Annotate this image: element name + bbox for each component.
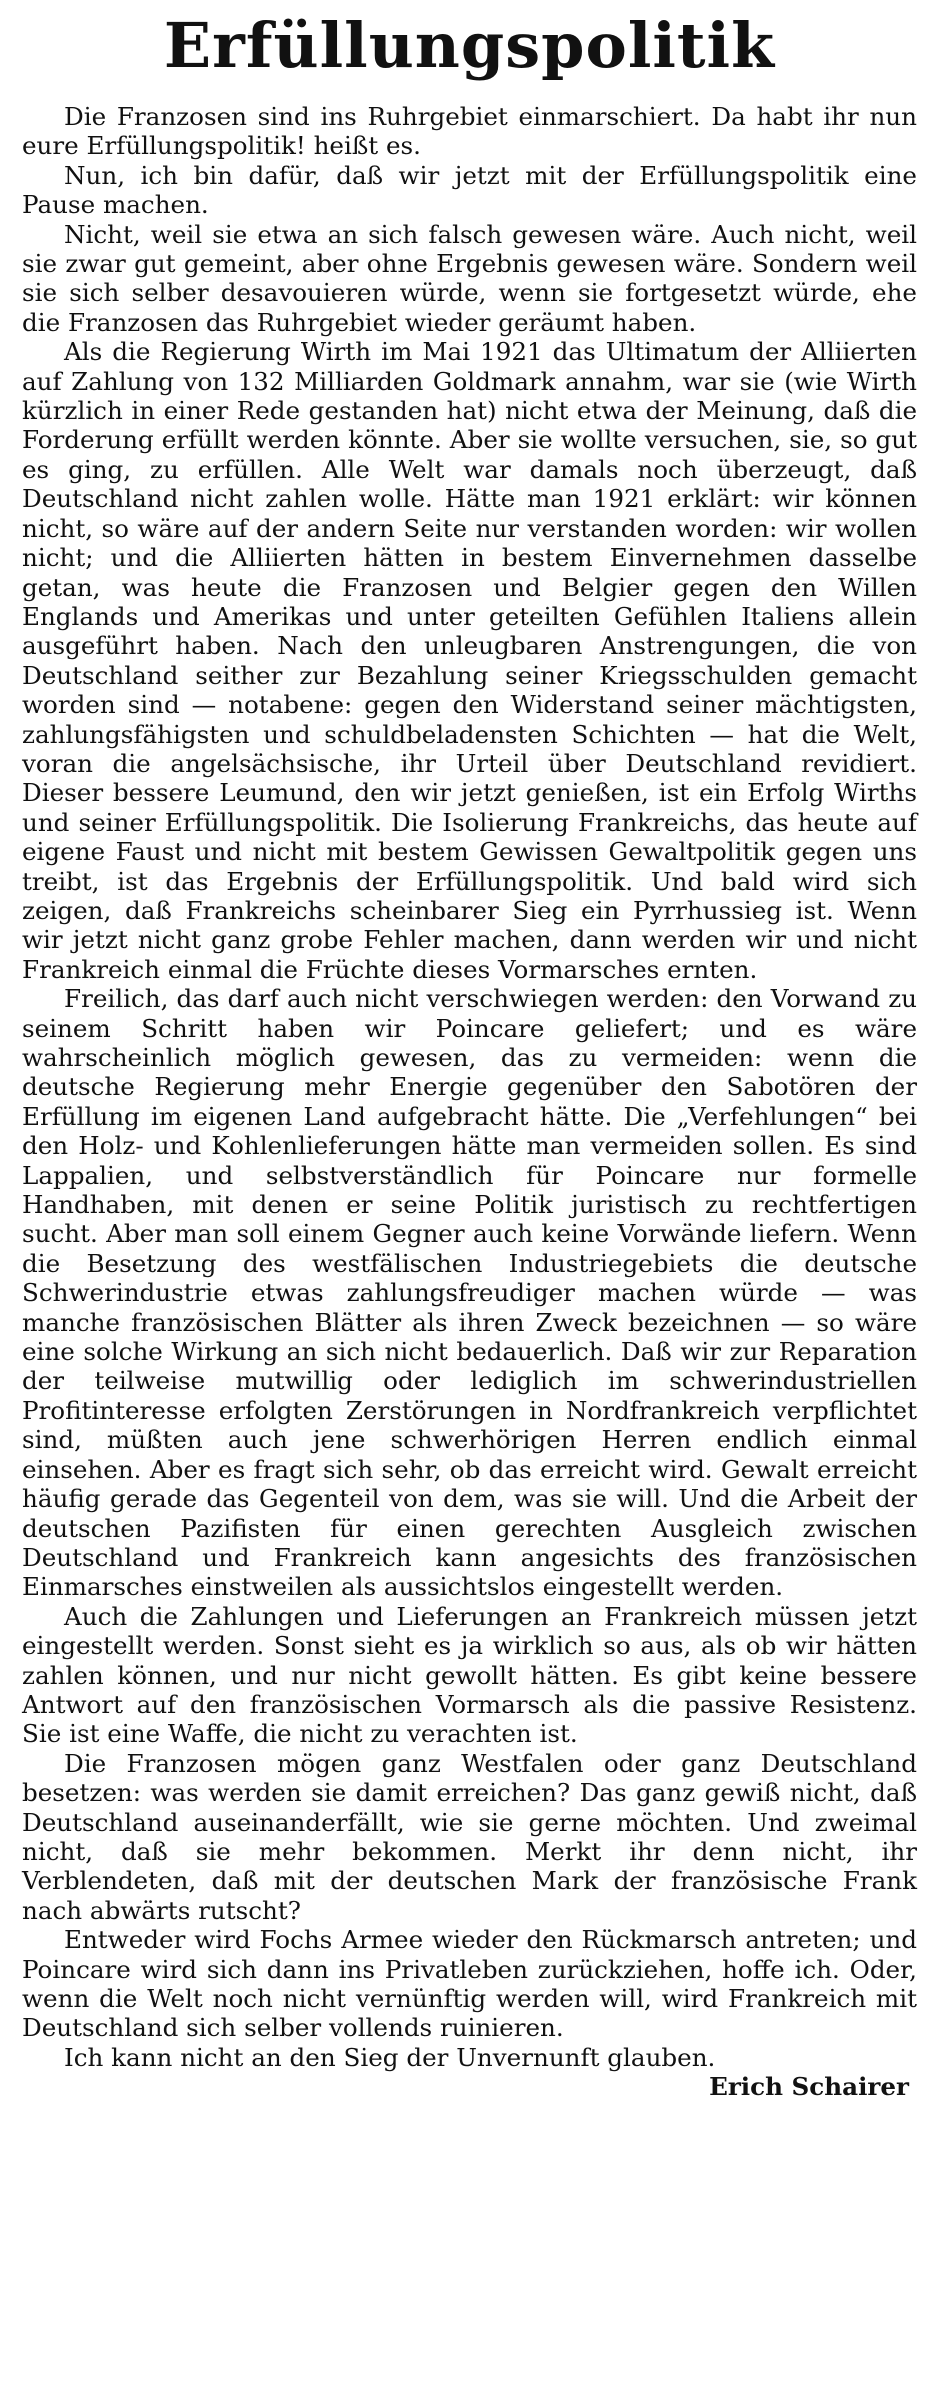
article-paragraph: Entweder wird Fochs Armee wieder den Rückmarsch antreten; und Poincare wird sich dann ins Privatleben zurückziehen, hoffe ich. Oder, wenn die Welt noch nicht vernünftig werden will, wird Frankreich mit Deutschland sich selber vollends ruinieren.: [22, 1925, 917, 2043]
article-paragraph: Die Franzosen sind ins Ruhrgebiet einmarschiert. Da habt ihr nun eure Erfüllungspolitik! heißt es.: [22, 102, 917, 161]
article-paragraph: Auch die Zahlungen und Lieferungen an Frankreich müssen jetzt eingestellt werden. Sonst sieht es ja wirklich so aus, als ob wir hätten zahlen können, und nur nicht gewollt hätten. Es gibt keine bessere Antwort auf den französischen Vormarsch als die passive Resistenz. Sie ist eine Waffe, die nicht zu verachten ist.: [22, 1601, 917, 1749]
article-title: Erfüllungspolitik: [163, 9, 776, 82]
author-signature: Erich Schairer: [709, 2072, 909, 2102]
article-paragraph: Ich kann nicht an den Sieg der Unvernunft glauben.: [64, 2042, 716, 2072]
article-paragraph: Als die Regierung Wirth im Mai 1921 das Ultimatum der Alliierten auf Zahlung von 132 Milliarden Goldmark annahm, war sie (wie Wirth kürzlich in einer Rede gestanden hat) nicht etwa der Meinung, daß die Forderung erfüllt werden könnte. Aber sie wollte versuchen, sie, so gut es ging, zu erfüllen. Alle Welt war damals noch überzeugt, daß Deutschland nicht zahlen wolle. Hätte man 1921 erklärt: wir können nicht, so wäre auf der andern Seite nur verstanden worden: wir wollen nicht; und die Alliierten hätten in bestem Einvernehmen dasselbe getan, was heute die Franzosen und Belgier gegen den Willen Englands und Amerikas und unter geteilten Gefühlen Italiens allein ausgeführt haben. Nach den unleugbaren Anstrengungen, die von Deutschland seither zur Bezahlung seiner Kriegsschulden gemacht worden sind — notabene: gegen den Widerstand seiner mächtigsten, zahlungsfähigsten und schuldbeladensten Schichten — hat die Welt, voran die angelsächsische, ihr Urteil über Deutschland revidiert. Dieser bessere Leumund, den wir jetzt genießen, ist ein Erfolg Wirths und seiner Erfüllungspolitik. Die Isolierung Frankreichs, das heute auf eigene Faust und nicht mit bestem Gewissen Gewaltpolitik gegen uns treibt, ist das Ergebnis der Erfüllungspolitik. Und bald wird sich zeigen, daß Frankreichs scheinbarer Sieg ein Pyrrhussieg ist. Wenn wir jetzt nicht ganz grobe Fehler machen, dann werden wir und nicht Frankreich einmal die Früchte dieses Vormarsches ernten.: [22, 337, 917, 984]
article-paragraph: Freilich, das darf auch nicht verschwiegen werden: den Vorwand zu seinem Schritt haben wir Poincare geliefert; und es wäre wahrscheinlich möglich gewesen, das zu vermeiden: wenn die deutsche Regierung mehr Energie gegenüber den Sabotören der Erfüllung im eigenen Land aufgebracht hätte. Die „Verfehlungen“ bei den Holz- und Kohlenlieferungen hätte man vermeiden sollen. Es sind Lappalien, und selbstverständlich für Poincare nur formelle Handhaben, mit denen er seine Politik juristisch zu rechtfertigen sucht. Aber man soll einem Gegner auch keine Vorwände liefern. Wenn die Besetzung des westfälischen Industriegebiets die deutsche Schwerindustrie etwas zahlungsfreudiger machen würde — was manche französischen Blätter als ihren Zweck bezeichnen — so wäre eine solche Wirkung an sich nicht bedauerlich. Daß wir zur Reparation der teilweise mutwillig oder lediglich im schwerindustriellen Profitinteresse erfolgten Zerstörungen in Nordfrankreich verpflichtet sind, müßten auch jene schwerhörigen Herren endlich einmal einsehen. Aber es fragt sich sehr, ob das erreicht wird. Gewalt erreicht häufig gerade das Gegenteil von dem, was sie will. Und die Arbeit der deutschen Pazifisten für einen gerechten Ausgleich zwischen Deutschland und Frankreich kann angesichts des französischen Einmarsches einstweilen als aussichtslos eingestellt werden.: [22, 984, 917, 1602]
article-paragraph: Nun, ich bin dafür, daß wir jetzt mit der Erfüllungspolitik eine Pause machen.: [22, 160, 917, 220]
article-paragraph: Die Franzosen mögen ganz Westfalen oder ganz Deutschland besetzen: was werden sie damit erreichen? Das ganz gewiß nicht, daß Deutschland auseinanderfällt, wie sie gerne möchten. Und zweimal nicht, daß sie mehr bekommen. Merkt ihr denn nicht, ihr Verblendeten, daß mit der deutschen Mark der französische Frank nach abwärts rutscht?: [22, 1748, 917, 1925]
article-paragraph: Nicht, weil sie etwa an sich falsch gewesen wäre. Auch nicht, weil sie zwar gut gemeint, aber ohne Ergebnis gewesen wäre. Sondern weil sie sich selber desavouieren würde, wenn sie fortgesetzt würde, ehe die Franzosen das Ruhrgebiet wieder geräumt haben.: [22, 219, 917, 337]
article-body: [22, 102, 917, 2072]
